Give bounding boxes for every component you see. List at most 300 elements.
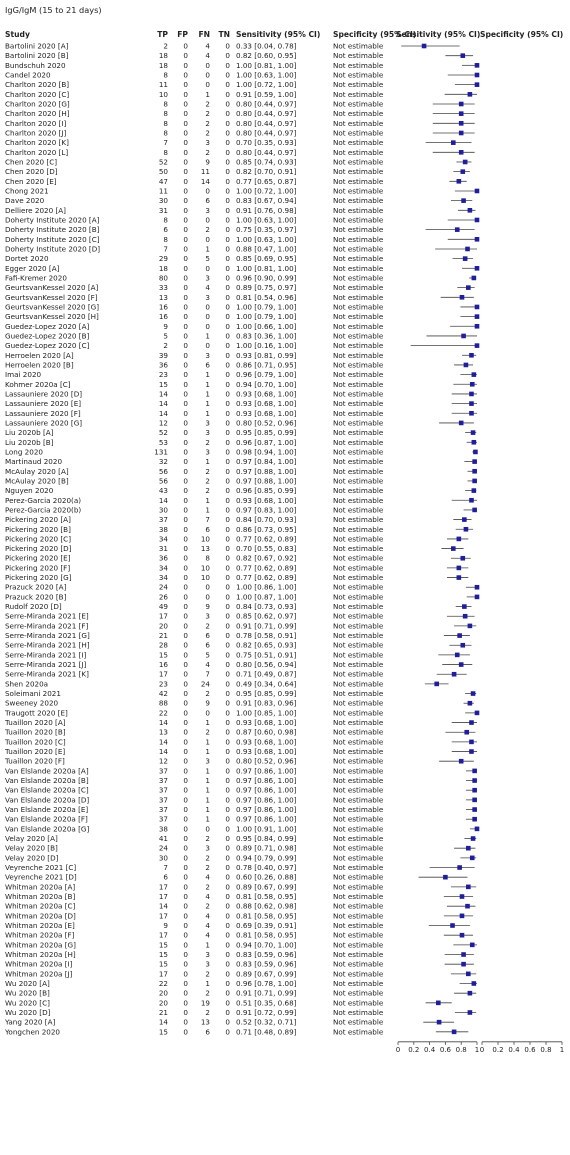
fp-value: 0 — [183, 563, 188, 573]
tn-value: 0 — [225, 215, 230, 225]
tp-value: 14 — [158, 747, 168, 757]
point-estimate-marker — [472, 508, 477, 513]
study-label: Guedez-Lopez 2020 [A] — [5, 321, 90, 331]
specificity-ci-text: Not estimable — [333, 747, 384, 757]
study-label: Nguyen 2020 — [5, 486, 54, 496]
table-row — [5, 863, 475, 872]
sensitivity-ci-text: 0.85 [0.74, 0.93] — [236, 157, 297, 167]
sensitivity-ci-text: 0.81 [0.54, 0.96] — [236, 292, 297, 302]
fp-value: 0 — [183, 863, 188, 873]
fp-value: 0 — [183, 824, 188, 834]
fp-value: 0 — [183, 805, 188, 815]
specificity-ci-text: Not estimable — [333, 534, 384, 544]
study-label: Tuaillon 2020 [C] — [5, 737, 66, 747]
fp-value: 0 — [183, 428, 188, 438]
tp-value: 30 — [158, 505, 168, 515]
fp-value: 0 — [183, 795, 188, 805]
table-row — [5, 650, 470, 659]
fn-value: 0 — [205, 234, 210, 244]
tn-value: 0 — [225, 70, 230, 80]
point-estimate-marker — [434, 682, 439, 687]
study-label: Egger 2020 [A] — [5, 263, 60, 273]
tp-value: 37 — [158, 766, 168, 776]
tp-value: 23 — [158, 679, 168, 689]
tp-value: 31 — [158, 544, 168, 554]
tn-value: 0 — [225, 892, 230, 902]
tn-value: 0 — [225, 824, 230, 834]
study-label: Velay 2020 [B] — [5, 843, 58, 853]
tn-value: 0 — [225, 679, 230, 689]
tp-value: 2 — [163, 41, 168, 51]
fn-value: 2 — [205, 147, 210, 157]
point-estimate-marker — [475, 324, 480, 329]
fp-value: 0 — [183, 592, 188, 602]
point-estimate-marker — [459, 131, 464, 136]
study-label: Perez-Garcia 2020(b) — [5, 505, 82, 515]
specificity-ci-text: Not estimable — [333, 727, 384, 737]
table-row — [5, 612, 475, 621]
study-label: Serre-Miranda 2021 [F] — [5, 621, 89, 631]
sensitivity-ci-text: 0.98 [0.94, 1.00] — [236, 447, 297, 457]
specificity-ci-text: Not estimable — [333, 998, 384, 1008]
specificity-ci-text: Not estimable — [333, 302, 384, 312]
tn-value: 0 — [225, 872, 230, 882]
tp-value: 18 — [158, 60, 168, 70]
tn-value: 0 — [225, 263, 230, 273]
sensitivity-ci-text: 0.85 [0.69, 0.95] — [236, 254, 297, 264]
tp-value: 30 — [158, 853, 168, 863]
specificity-ci-text: Not estimable — [333, 679, 384, 689]
fn-value: 6 — [205, 524, 210, 534]
tp-value: 38 — [158, 824, 168, 834]
table-row — [5, 950, 474, 959]
tp-value: 8 — [163, 99, 168, 109]
sensitivity-tick-label: 0 — [395, 1045, 401, 1054]
sensitivity-ci-text: 0.33 [0.04, 0.78] — [236, 41, 297, 51]
specificity-ci-text: Not estimable — [333, 795, 384, 805]
tp-value: 56 — [158, 466, 168, 476]
fp-value: 0 — [183, 176, 188, 186]
fn-value: 3 — [205, 292, 210, 302]
tn-value: 0 — [225, 930, 230, 940]
sensitivity-ci-text: 0.97 [0.86, 1.00] — [236, 776, 297, 786]
point-estimate-marker — [475, 711, 480, 716]
point-estimate-marker — [469, 401, 474, 406]
specificity-ci-text: Not estimable — [333, 718, 384, 728]
point-estimate-marker — [422, 44, 427, 49]
point-estimate-marker — [463, 614, 468, 619]
fn-value: 2 — [205, 466, 210, 476]
fp-value: 0 — [183, 1008, 188, 1017]
specificity-ci-text: Not estimable — [333, 834, 384, 844]
fp-value: 0 — [183, 41, 188, 51]
tp-value: 31 — [158, 205, 168, 215]
sensitivity-ci-text: 0.77 [0.62, 0.89] — [236, 534, 297, 544]
specificity-ci-text: Not estimable — [333, 602, 384, 612]
fn-value: 0 — [205, 312, 210, 322]
point-estimate-marker — [475, 595, 480, 600]
fn-value: 0 — [205, 302, 210, 312]
table-row — [5, 70, 479, 79]
sensitivity-ci-text: 0.75 [0.51, 0.91] — [236, 650, 297, 660]
study-label: Fafi-Kremer 2020 — [5, 273, 67, 283]
fn-value: 14 — [200, 176, 210, 186]
specificity-ci-text: Not estimable — [333, 408, 384, 418]
fp-value: 0 — [183, 118, 188, 128]
study-label: Veyrenche 2021 [C] — [5, 863, 77, 873]
fn-value: 2 — [205, 109, 210, 119]
study-label: Candel 2020 — [5, 70, 51, 80]
fp-value: 0 — [183, 708, 188, 718]
table-row — [5, 90, 477, 99]
fp-value: 0 — [183, 979, 188, 989]
tn-value: 0 — [225, 186, 230, 196]
tn-value: 0 — [225, 89, 230, 99]
sensitivity-ci-text: 0.83 [0.67, 0.94] — [236, 196, 297, 206]
tn-value: 0 — [225, 727, 230, 737]
fp-value: 0 — [183, 447, 188, 457]
specificity-ci-text: Not estimable — [333, 321, 384, 331]
fn-value: 4 — [205, 892, 210, 902]
table-row — [5, 254, 473, 263]
table-row — [5, 815, 477, 824]
point-estimate-marker — [475, 63, 480, 68]
tp-value: 80 — [158, 273, 168, 283]
point-estimate-marker — [451, 546, 456, 551]
sensitivity-ci-text: 0.85 [0.62, 0.97] — [236, 611, 297, 621]
fn-value: 13 — [200, 544, 210, 554]
tp-value: 9 — [163, 321, 168, 331]
tn-value: 0 — [225, 60, 230, 70]
study-label: Chong 2021 — [5, 186, 49, 196]
fp-value: 0 — [183, 544, 188, 554]
tp-value: 16 — [158, 302, 168, 312]
tn-value: 0 — [225, 747, 230, 757]
point-estimate-marker — [457, 575, 462, 580]
fn-value: 10 — [200, 573, 210, 583]
sensitivity-ci-text: 0.81 [0.58, 0.95] — [236, 930, 297, 940]
fn-value: 2 — [205, 128, 210, 138]
fp-value: 0 — [183, 283, 188, 293]
fn-value: 10 — [200, 534, 210, 544]
fn-value: 9 — [205, 157, 210, 167]
point-estimate-marker — [451, 140, 456, 145]
specificity-ci-text: Not estimable — [333, 621, 384, 631]
sensitivity-ci-text: 0.71 [0.48, 0.89] — [236, 1027, 297, 1037]
tp-value: 15 — [158, 959, 168, 969]
specificity-ci-text: Not estimable — [333, 89, 384, 99]
point-estimate-marker — [469, 392, 474, 397]
fp-value: 0 — [183, 437, 188, 447]
study-label: Serre-Miranda 2021 [H] — [5, 640, 90, 650]
header-fn: FN — [198, 30, 210, 39]
specificity-ci-text: Not estimable — [333, 167, 384, 177]
tp-value: 11 — [158, 80, 168, 90]
study-label: Pickering 2020 [G] — [5, 573, 72, 583]
table-row — [5, 418, 474, 427]
tp-value: 12 — [158, 418, 168, 428]
fp-value: 0 — [183, 602, 188, 612]
point-estimate-marker — [457, 566, 462, 571]
specificity-tick-label: 0.2 — [492, 1045, 504, 1054]
point-estimate-marker — [472, 469, 477, 474]
tp-value: 20 — [158, 988, 168, 998]
fn-value: 3 — [205, 959, 210, 969]
table-row — [4, 757, 474, 766]
point-estimate-marker — [468, 624, 473, 629]
table-row — [5, 921, 470, 930]
specificity-ci-text: Not estimable — [333, 563, 384, 573]
fn-value: 4 — [205, 660, 210, 670]
fn-value: 1 — [205, 379, 210, 389]
fn-value: 1 — [205, 505, 210, 515]
fp-value: 0 — [183, 679, 188, 689]
fn-value: 3 — [205, 611, 210, 621]
fp-value: 0 — [183, 408, 188, 418]
fn-value: 6 — [205, 196, 210, 206]
study-label: Lassauniere 2020 [E] — [5, 399, 82, 409]
table-row — [5, 670, 467, 679]
study-label: Shen 2020a — [5, 679, 49, 689]
table-row — [5, 853, 476, 862]
sensitivity-ci-text: 0.96 [0.87, 1.00] — [236, 437, 297, 447]
sensitivity-ci-text: 0.97 [0.83, 1.00] — [236, 505, 297, 515]
study-label: Veyrenche 2021 [D] — [5, 872, 77, 882]
table-row — [5, 119, 475, 128]
tn-value: 0 — [225, 379, 230, 389]
fp-value: 0 — [183, 466, 188, 476]
sensitivity-tick-label: 0.4 — [424, 1045, 436, 1054]
point-estimate-marker — [466, 285, 471, 290]
sensitivity-ci-text: 0.89 [0.75, 0.97] — [236, 283, 297, 293]
tn-value: 0 — [225, 118, 230, 128]
point-estimate-marker — [472, 372, 477, 377]
sensitivity-ci-text: 0.82 [0.70, 0.91] — [236, 167, 297, 177]
fp-value: 0 — [183, 244, 188, 254]
sensitivity-ci-text: 0.97 [0.84, 1.00] — [236, 457, 297, 467]
study-label: Liu 2020b [B] — [5, 437, 54, 447]
table-row — [5, 109, 475, 118]
sensitivity-ci-text: 0.83 [0.36, 1.00] — [236, 331, 297, 341]
table-row — [5, 554, 471, 563]
specificity-ci-text: Not estimable — [333, 215, 384, 225]
tp-value: 16 — [158, 660, 168, 670]
table-row — [4, 708, 479, 717]
tp-value: 15 — [158, 650, 168, 660]
specificity-ci-text: Not estimable — [333, 292, 384, 302]
tn-value: 0 — [225, 495, 230, 505]
tp-value: 17 — [158, 969, 168, 979]
fn-value: 4 — [205, 283, 210, 293]
fp-value: 0 — [183, 1017, 188, 1027]
table-row — [5, 1008, 476, 1017]
table-row — [5, 515, 471, 524]
sensitivity-ci-text: 0.93 [0.68, 1.00] — [236, 495, 297, 505]
sensitivity-ci-text: 0.96 [0.85, 0.99] — [236, 486, 297, 496]
sensitivity-ci-text: 1.00 [0.72, 1.00] — [236, 80, 297, 90]
fp-value: 0 — [183, 70, 188, 80]
specificity-ci-text: Not estimable — [333, 824, 384, 834]
tn-value: 0 — [225, 573, 230, 583]
tp-value: 37 — [158, 776, 168, 786]
fn-value: 0 — [205, 582, 210, 592]
sensitivity-ci-text: 0.82 [0.65, 0.93] — [236, 640, 297, 650]
tn-value: 0 — [225, 312, 230, 322]
tn-value: 0 — [225, 698, 230, 708]
point-estimate-marker — [475, 585, 480, 590]
study-label: Whitman 2020a [J] — [5, 969, 73, 979]
specificity-ci-text: Not estimable — [333, 930, 384, 940]
tn-value: 0 — [225, 689, 230, 699]
table-row — [5, 824, 479, 833]
tn-value: 0 — [225, 225, 230, 235]
point-estimate-marker — [459, 102, 464, 107]
fn-value: 3 — [205, 843, 210, 853]
specificity-tick-label: 0.6 — [524, 1045, 536, 1054]
fp-value: 0 — [183, 157, 188, 167]
tp-value: 20 — [158, 998, 168, 1008]
table-row — [5, 621, 476, 630]
header-tn: TN — [218, 30, 230, 39]
specificity-ci-text: Not estimable — [333, 1027, 384, 1037]
study-label: Whitman 2020a [B] — [5, 892, 76, 902]
tn-value: 0 — [225, 863, 230, 873]
sensitivity-ci-text: 0.70 [0.35, 0.93] — [236, 138, 297, 148]
fp-value: 0 — [183, 147, 188, 157]
point-estimate-marker — [468, 208, 473, 213]
table-row — [5, 525, 473, 534]
point-estimate-marker — [465, 247, 470, 252]
fn-value: 11 — [200, 167, 210, 177]
point-estimate-marker — [452, 1030, 457, 1035]
fn-value: 2 — [205, 99, 210, 109]
fn-value: 1 — [205, 244, 210, 254]
point-estimate-marker — [460, 53, 465, 58]
tp-value: 36 — [158, 553, 168, 563]
sensitivity-ci-text: 0.97 [0.86, 1.00] — [236, 785, 297, 795]
specificity-ci-text: Not estimable — [333, 573, 384, 583]
specificity-ci-text: Not estimable — [333, 882, 384, 892]
tp-value: 13 — [158, 727, 168, 737]
tn-value: 0 — [225, 592, 230, 602]
tp-value: 24 — [158, 843, 168, 853]
table-row — [5, 341, 479, 350]
point-estimate-marker — [475, 189, 480, 194]
fp-value: 0 — [183, 273, 188, 283]
fn-value: 1 — [205, 389, 210, 399]
fn-value: 4 — [205, 930, 210, 940]
study-label: Lassauniere 2020 [D] — [5, 389, 83, 399]
table-row — [5, 157, 471, 166]
point-estimate-marker — [468, 991, 473, 996]
tp-value: 21 — [158, 1008, 168, 1017]
table-row — [4, 747, 477, 756]
tn-value: 0 — [225, 766, 230, 776]
tp-value: 41 — [158, 834, 168, 844]
tn-value: 0 — [225, 853, 230, 863]
fp-value: 0 — [183, 476, 188, 486]
study-label: Chen 2020 [E] — [5, 176, 57, 186]
fn-value: 2 — [205, 882, 210, 892]
fp-value: 0 — [183, 921, 188, 931]
fn-value: 4 — [205, 41, 210, 51]
sensitivity-ci-text: 0.96 [0.79, 1.00] — [236, 370, 297, 380]
sensitivity-tick-label: 0.2 — [408, 1045, 420, 1054]
fp-value: 0 — [183, 950, 188, 960]
header-specificity-plot: Specificity (95% CI) — [480, 30, 564, 39]
fp-value: 0 — [183, 689, 188, 699]
study-label: Yongchen 2020 — [5, 1027, 61, 1037]
fp-value: 0 — [183, 60, 188, 70]
study-label: Dave 2020 — [5, 196, 45, 206]
tn-value: 0 — [225, 437, 230, 447]
point-estimate-marker — [469, 740, 474, 745]
specificity-ci-text: Not estimable — [333, 863, 384, 873]
specificity-ci-text: Not estimable — [333, 553, 384, 563]
study-label: Doherty Institute 2020 [C] — [5, 234, 100, 244]
header-study: Study — [5, 30, 30, 39]
tn-value: 0 — [225, 341, 230, 351]
study-label: Doherty Institute 2020 [D] — [5, 244, 101, 254]
table-row — [5, 805, 477, 814]
table-row — [5, 293, 474, 302]
tp-value: 20 — [158, 621, 168, 631]
fp-value: 0 — [183, 215, 188, 225]
table-row — [5, 892, 473, 901]
point-estimate-marker — [472, 807, 477, 812]
sensitivity-ci-text: 0.60 [0.26, 0.88] — [236, 872, 297, 882]
study-label: Charlton 2020 [L] — [5, 147, 69, 157]
fn-value: 0 — [205, 70, 210, 80]
fn-value: 4 — [205, 872, 210, 882]
fn-value: 3 — [205, 138, 210, 148]
table-row — [5, 776, 477, 785]
point-estimate-marker — [462, 604, 467, 609]
point-estimate-marker — [455, 227, 460, 232]
sensitivity-ci-text: 1.00 [0.85, 1.00] — [236, 708, 297, 718]
study-label: Whitman 2020a [H] — [5, 950, 76, 960]
fp-value: 0 — [183, 321, 188, 331]
table-row — [5, 177, 467, 186]
point-estimate-marker — [471, 836, 476, 841]
table-row — [5, 370, 477, 379]
fp-value: 0 — [183, 534, 188, 544]
point-estimate-marker — [468, 92, 473, 97]
specificity-ci-text: Not estimable — [333, 988, 384, 998]
specificity-ci-text: Not estimable — [333, 969, 384, 979]
tp-value: 14 — [158, 389, 168, 399]
study-label: Serre-Miranda 2021 [K] — [5, 669, 89, 679]
study-label: Kohmer 2020a [C] — [5, 379, 71, 389]
tn-value: 0 — [225, 51, 230, 61]
tn-value: 0 — [225, 176, 230, 186]
tn-value: 0 — [225, 360, 230, 370]
fn-value: 2 — [205, 476, 210, 486]
specificity-ci-text: Not estimable — [333, 138, 384, 148]
point-estimate-marker — [437, 1020, 442, 1025]
specificity-ci-text: Not estimable — [333, 70, 384, 80]
fn-value: 13 — [200, 1017, 210, 1027]
specificity-ci-text: Not estimable — [333, 853, 384, 863]
point-estimate-marker — [469, 353, 474, 358]
tp-value: 5 — [163, 331, 168, 341]
sensitivity-ci-text: 0.95 [0.85, 0.99] — [236, 428, 297, 438]
fp-value: 0 — [183, 747, 188, 757]
study-label: Chen 2020 [D] — [5, 167, 58, 177]
point-estimate-marker — [459, 150, 464, 155]
tp-value: 88 — [158, 698, 168, 708]
study-label: Delliere 2020 [A] — [5, 205, 66, 215]
